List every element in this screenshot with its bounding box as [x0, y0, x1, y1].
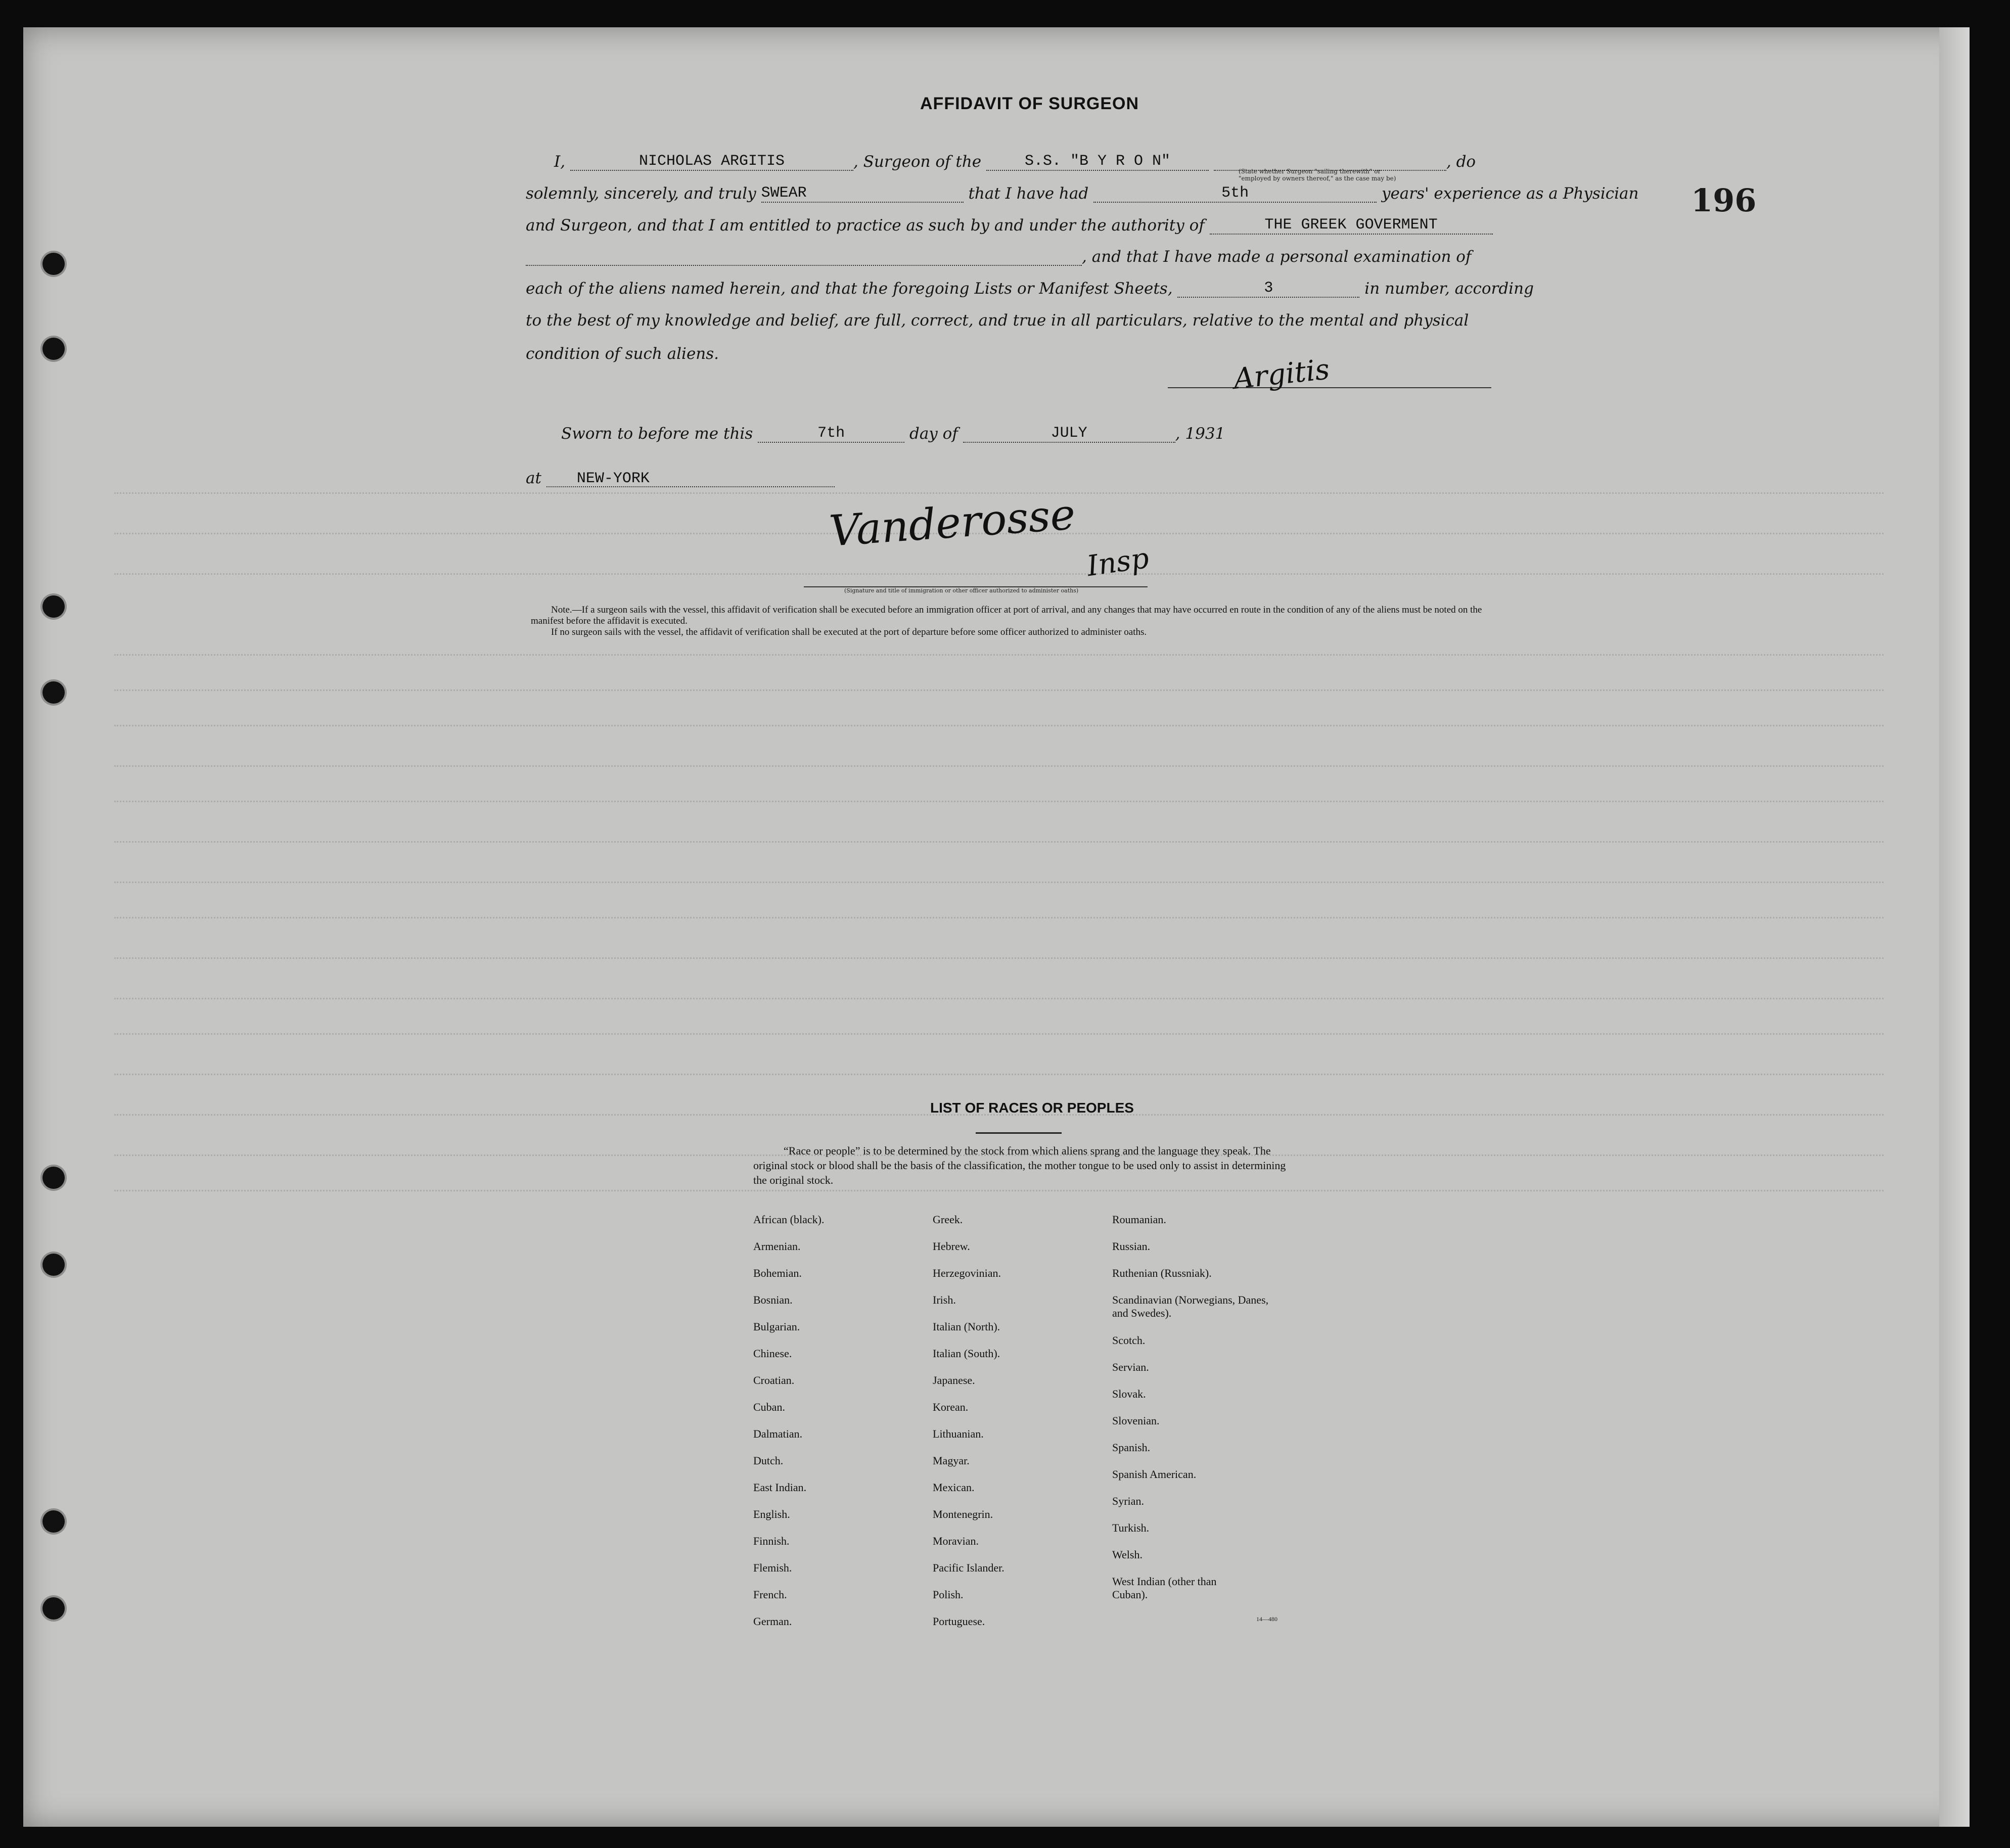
binder-hole: [42, 253, 65, 275]
race-item: Flemish.: [753, 1561, 792, 1574]
race-item: Mexican.: [933, 1481, 975, 1494]
race-item: Bulgarian.: [753, 1320, 800, 1333]
binder-hole: [42, 1254, 65, 1276]
binder-hole: [42, 1167, 65, 1189]
years-experience-field: 5th: [1093, 184, 1377, 203]
races-list-title: LIST OF RACES OR PEOPLES: [930, 1100, 1134, 1116]
affidavit-line-6: to the best of my knowledge and belief, are full, correct, and true in all particulars, relative to the mental and physical: [526, 311, 1469, 330]
race-item: Roumanian.: [1112, 1213, 1166, 1226]
oath-field: SWEAR: [761, 184, 964, 203]
race-item: Turkish.: [1112, 1521, 1150, 1534]
race-item: Japanese.: [933, 1374, 975, 1387]
race-item: Russian.: [1112, 1240, 1151, 1253]
affidavit-note: [531, 605, 1496, 638]
race-item: Servian.: [1112, 1361, 1149, 1373]
race-item: Korean.: [933, 1401, 969, 1413]
race-item: Herzegovinian.: [933, 1267, 1001, 1279]
affidavit-line-3-text: and Surgeon, and that I am entitled to practice as such by and under the authority of: [526, 216, 1205, 235]
bleed-through-row: [114, 882, 1884, 896]
race-item: Finnish.: [753, 1535, 790, 1547]
race-item: African (black).: [753, 1213, 825, 1226]
bleed-through-row: [114, 725, 1884, 740]
race-item: Italian (South).: [933, 1347, 1000, 1360]
do-label: , do: [1446, 153, 1476, 171]
bleed-through-row: [114, 1114, 1884, 1129]
binder-hole: [42, 681, 65, 704]
race-item: Spanish American.: [1112, 1468, 1197, 1481]
authority-field: THE GREEK GOVERMENT: [1210, 216, 1493, 235]
bleed-through-row: [114, 1190, 1884, 1205]
affidavit-line-7: condition of such aliens.: [526, 345, 719, 363]
race-item: Cuban.: [753, 1401, 785, 1413]
officer-title-signature: Insp: [1085, 541, 1151, 583]
bleed-through-row: [114, 654, 1884, 669]
race-item: Dutch.: [753, 1454, 784, 1467]
affidavit-line-2-text-a: solemnly, sincerely, and truly: [526, 184, 756, 203]
race-item: Scotch.: [1112, 1334, 1146, 1347]
vessel-note: (State whether Surgeon "sailing therewith" or "employed by owners thereof," as the case may be): [1239, 168, 1396, 182]
race-item: Spanish.: [1112, 1441, 1151, 1454]
races-intro: “Race or people” is to be determined by the stock from which aliens sprang and the language they speak. The original stock or blood shall be the basis of the classification, the mother tongue to be used only to assist in determining the original stock.: [753, 1144, 1286, 1186]
sworn-place-field: NEW-YORK: [546, 470, 835, 487]
sworn-at-label: at: [526, 469, 541, 487]
officer-caption: (Signature and title of immigration or other officer authorized to administer oaths): [844, 587, 1079, 594]
binder-hole: [42, 595, 65, 618]
bleed-through-row: [114, 689, 1884, 704]
affidavit-line-2: [526, 184, 1638, 203]
note-text-2: If no surgeon sails with the vessel, the affidavit of verification shall be executed at the port of departure before some officer authorized to administer oaths.: [551, 627, 1147, 637]
race-item: English.: [753, 1508, 790, 1520]
race-item: Greek.: [933, 1213, 963, 1226]
affidavit-line-2-text-b: that I have had: [968, 184, 1089, 203]
bleed-through-row: [114, 573, 1884, 588]
race-item: Syrian.: [1112, 1495, 1144, 1507]
bleed-through-row: [114, 957, 1884, 972]
race-item: Bosnian.: [753, 1293, 793, 1306]
surgeon-signature-line: [1168, 387, 1491, 388]
affidavit-line-5-text-a: each of the aliens named herein, and that the foregoing Lists or Manifest Sheets,: [526, 280, 1173, 298]
races-column-2: [933, 1213, 1094, 1642]
sworn-prefix: Sworn to before me this: [561, 425, 753, 443]
race-item: Montenegrin.: [933, 1508, 993, 1520]
affidavit-title: AFFIDAVIT OF SURGEON: [920, 94, 1139, 113]
bleed-through-row: [114, 841, 1884, 856]
race-item: Portuguese.: [933, 1615, 985, 1628]
race-item: Lithuanian.: [933, 1427, 984, 1440]
affidavit-line-3: [526, 216, 1493, 235]
race-item: Hebrew.: [933, 1240, 970, 1253]
bleed-through-row: [114, 1033, 1884, 1048]
races-title-rule: [976, 1132, 1062, 1134]
form-code: 14—480: [1256, 1615, 1277, 1623]
binder-hole: [42, 338, 65, 360]
races-column-1: [753, 1213, 905, 1642]
race-item: Italian (North).: [933, 1320, 1000, 1333]
vessel-name-field: S.S. "B Y R O N": [986, 153, 1209, 171]
bleed-through-row: [114, 1074, 1884, 1088]
race-item: Magyar.: [933, 1454, 970, 1467]
sworn-place-line: [526, 469, 835, 487]
race-item: Dalmatian.: [753, 1427, 803, 1440]
race-item: Armenian.: [753, 1240, 801, 1253]
page-number: 196: [1691, 182, 1757, 219]
bleed-through-row: [114, 801, 1884, 815]
race-item: Croatian.: [753, 1374, 795, 1387]
sworn-month-field: JULY: [963, 425, 1175, 443]
race-item: Slovak.: [1112, 1388, 1146, 1400]
bleed-through-row: [114, 765, 1884, 780]
race-item: Pacific Islander.: [933, 1561, 1004, 1574]
binder-hole: [42, 1597, 65, 1620]
race-item: Irish.: [933, 1293, 956, 1306]
sworn-day-field: 7th: [758, 425, 904, 443]
affidavit-line-2-text-c: years' experience as a Physician: [1381, 184, 1639, 203]
surgeon-signature: Argitis: [1232, 353, 1332, 396]
surgeon-name-field: NICHOLAS ARGITIS: [570, 153, 853, 171]
race-item: East Indian.: [753, 1481, 807, 1494]
race-item: Polish.: [933, 1588, 964, 1601]
affidavit-line-4-text: , and that I have made a personal examination of: [1082, 248, 1472, 266]
affidavit-line-5: [526, 280, 1534, 298]
race-item: Moravian.: [933, 1535, 979, 1547]
bleed-through-row: [114, 917, 1884, 932]
race-item: Slovenian.: [1112, 1414, 1160, 1427]
affidavit-line-5-text-b: in number, according: [1364, 280, 1534, 298]
surgeon-of-label: , Surgeon of the: [853, 153, 982, 171]
affidavit-i-label: I,: [554, 153, 566, 171]
race-item: Chinese.: [753, 1347, 792, 1360]
authority-continued-field: [526, 248, 1082, 266]
page-edge: [1939, 27, 1970, 1827]
race-item: Welsh.: [1112, 1548, 1143, 1561]
race-item: Bohemian.: [753, 1267, 802, 1279]
binder-hole: [42, 1510, 65, 1533]
sworn-year: , 1931: [1175, 425, 1225, 443]
races-column-3: [1112, 1213, 1304, 1602]
sworn-line: [561, 425, 1225, 443]
race-item: West Indian (other than Cuban).: [1112, 1575, 1217, 1601]
officer-signature: Vanderosse: [828, 489, 1077, 556]
bleed-through-row: [114, 998, 1884, 1012]
race-item: Scandinavian (Norwegians, Danes, and Swedes).: [1112, 1293, 1269, 1319]
race-item: French.: [753, 1588, 787, 1601]
sheets-count-field: 3: [1177, 280, 1359, 298]
note-text-1: Note.—If a surgeon sails with the vessel, this affidavit of verification shall be executed before an immigration officer at port of arrival, and any changes that may have occurred en route in the condition of any of the aliens must be noted on the manifest before the affidavit is executed.: [531, 605, 1482, 626]
race-item: German.: [753, 1615, 792, 1628]
affidavit-line-4: [526, 248, 1471, 266]
sworn-day-of: day of: [909, 425, 958, 443]
race-item: Ruthenian (Russniak).: [1112, 1267, 1212, 1279]
